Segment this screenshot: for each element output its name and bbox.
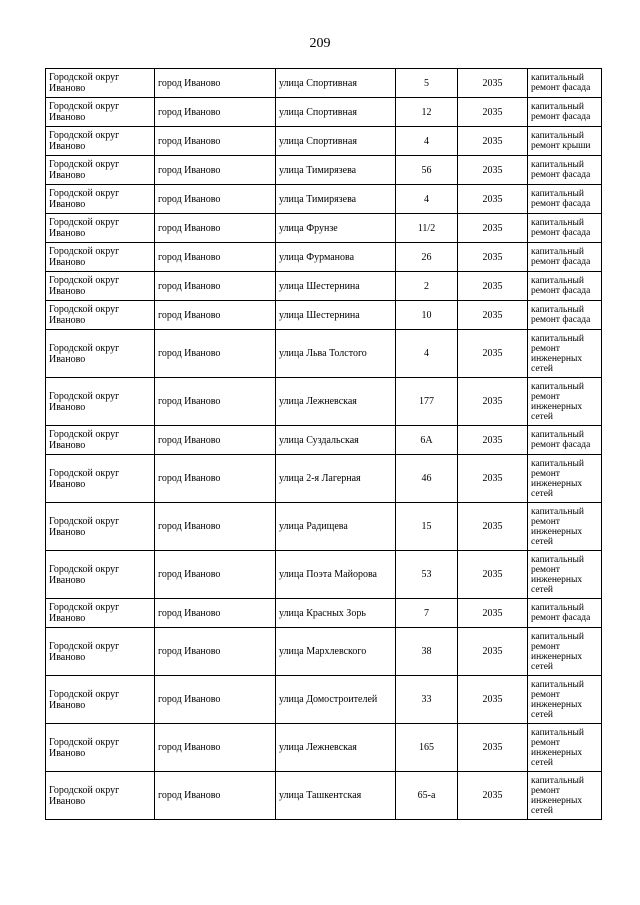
work-type-cell: капитальный ремонт инженерных сетей	[528, 676, 602, 724]
street-cell: улица Тимирязева	[276, 185, 396, 214]
city-cell: город Иваново	[155, 503, 276, 551]
street-cell: улица 2-я Лагерная	[276, 455, 396, 503]
district-cell: Городской округ Иваново	[46, 676, 155, 724]
table-row	[46, 426, 602, 455]
house-number-cell: 26	[396, 243, 458, 272]
year-cell: 2035	[458, 599, 528, 628]
house-number-cell: 33	[396, 676, 458, 724]
street-cell: улица Спортивная	[276, 127, 396, 156]
city-cell: город Иваново	[155, 599, 276, 628]
repair-schedule-table	[45, 68, 602, 820]
street-cell: улица Суздальская	[276, 426, 396, 455]
city-cell: город Иваново	[155, 551, 276, 599]
city-cell: город Иваново	[155, 426, 276, 455]
district-cell: Городской округ Иваново	[46, 724, 155, 772]
street-cell: улица Ташкентская	[276, 772, 396, 820]
house-number-cell: 53	[396, 551, 458, 599]
house-number-cell: 46	[396, 455, 458, 503]
street-cell: улица Радищева	[276, 503, 396, 551]
table-row	[46, 599, 602, 628]
work-type-cell: капитальный ремонт фасада	[528, 214, 602, 243]
street-cell: улица Спортивная	[276, 98, 396, 127]
table-row	[46, 69, 602, 98]
year-cell: 2035	[458, 69, 528, 98]
street-cell: улица Лежневская	[276, 378, 396, 426]
work-type-cell: капитальный ремонт крыши	[528, 127, 602, 156]
work-type-cell: капитальный ремонт фасада	[528, 185, 602, 214]
year-cell: 2035	[458, 243, 528, 272]
table-row	[46, 127, 602, 156]
district-cell: Городской округ Иваново	[46, 243, 155, 272]
work-type-cell: капитальный ремонт фасада	[528, 272, 602, 301]
district-cell: Городской округ Иваново	[46, 127, 155, 156]
table-row	[46, 551, 602, 599]
street-cell: улица Фрунзе	[276, 214, 396, 243]
district-cell: Городской округ Иваново	[46, 378, 155, 426]
house-number-cell: 65-а	[396, 772, 458, 820]
table-row	[46, 503, 602, 551]
house-number-cell: 4	[396, 330, 458, 378]
district-cell: Городской округ Иваново	[46, 551, 155, 599]
year-cell: 2035	[458, 676, 528, 724]
table-row	[46, 301, 602, 330]
work-type-cell: капитальный ремонт фасада	[528, 156, 602, 185]
house-number-cell: 15	[396, 503, 458, 551]
house-number-cell: 4	[396, 185, 458, 214]
city-cell: город Иваново	[155, 676, 276, 724]
table-row	[46, 628, 602, 676]
street-cell: улица Красных Зорь	[276, 599, 396, 628]
street-cell: улица Спортивная	[276, 69, 396, 98]
house-number-cell: 6А	[396, 426, 458, 455]
work-type-cell: капитальный ремонт инженерных сетей	[528, 455, 602, 503]
table-row	[46, 455, 602, 503]
year-cell: 2035	[458, 503, 528, 551]
work-type-cell: капитальный ремонт фасада	[528, 301, 602, 330]
work-type-cell: капитальный ремонт фасада	[528, 69, 602, 98]
work-type-cell: капитальный ремонт инженерных сетей	[528, 772, 602, 820]
city-cell: город Иваново	[155, 98, 276, 127]
city-cell: город Иваново	[155, 69, 276, 98]
work-type-cell: капитальный ремонт фасада	[528, 599, 602, 628]
city-cell: город Иваново	[155, 185, 276, 214]
city-cell: город Иваново	[155, 301, 276, 330]
year-cell: 2035	[458, 551, 528, 599]
table-row	[46, 214, 602, 243]
year-cell: 2035	[458, 127, 528, 156]
district-cell: Городской округ Иваново	[46, 599, 155, 628]
year-cell: 2035	[458, 772, 528, 820]
city-cell: город Иваново	[155, 214, 276, 243]
district-cell: Городской округ Иваново	[46, 455, 155, 503]
house-number-cell: 10	[396, 301, 458, 330]
district-cell: Городской округ Иваново	[46, 214, 155, 243]
city-cell: город Иваново	[155, 455, 276, 503]
table-row	[46, 330, 602, 378]
street-cell: улица Льва Толстого	[276, 330, 396, 378]
street-cell: улица Мархлевского	[276, 628, 396, 676]
district-cell: Городской округ Иваново	[46, 272, 155, 301]
year-cell: 2035	[458, 98, 528, 127]
house-number-cell: 11/2	[396, 214, 458, 243]
house-number-cell: 5	[396, 69, 458, 98]
work-type-cell: капитальный ремонт инженерных сетей	[528, 724, 602, 772]
district-cell: Городской округ Иваново	[46, 156, 155, 185]
street-cell: улица Шестернина	[276, 272, 396, 301]
table-row	[46, 272, 602, 301]
city-cell: город Иваново	[155, 330, 276, 378]
street-cell: улица Домостроителей	[276, 676, 396, 724]
year-cell: 2035	[458, 426, 528, 455]
work-type-cell: капитальный ремонт инженерных сетей	[528, 378, 602, 426]
city-cell: город Иваново	[155, 628, 276, 676]
city-cell: город Иваново	[155, 156, 276, 185]
work-type-cell: капитальный ремонт фасада	[528, 426, 602, 455]
street-cell: улица Шестернина	[276, 301, 396, 330]
city-cell: город Иваново	[155, 127, 276, 156]
city-cell: город Иваново	[155, 378, 276, 426]
work-type-cell: капитальный ремонт инженерных сетей	[528, 330, 602, 378]
house-number-cell: 12	[396, 98, 458, 127]
year-cell: 2035	[458, 378, 528, 426]
district-cell: Городской округ Иваново	[46, 772, 155, 820]
street-cell: улица Поэта Майорова	[276, 551, 396, 599]
table-row	[46, 378, 602, 426]
street-cell: улица Тимирязева	[276, 156, 396, 185]
table-body	[46, 69, 602, 820]
city-cell: город Иваново	[155, 772, 276, 820]
district-cell: Городской округ Иваново	[46, 301, 155, 330]
table-row	[46, 156, 602, 185]
page-number: 209	[309, 36, 331, 51]
district-cell: Городской округ Иваново	[46, 69, 155, 98]
year-cell: 2035	[458, 301, 528, 330]
table-row	[46, 98, 602, 127]
year-cell: 2035	[458, 156, 528, 185]
district-cell: Городской округ Иваново	[46, 426, 155, 455]
house-number-cell: 56	[396, 156, 458, 185]
house-number-cell: 7	[396, 599, 458, 628]
house-number-cell: 2	[396, 272, 458, 301]
year-cell: 2035	[458, 214, 528, 243]
work-type-cell: капитальный ремонт инженерных сетей	[528, 628, 602, 676]
work-type-cell: капитальный ремонт инженерных сетей	[528, 551, 602, 599]
table-row	[46, 243, 602, 272]
year-cell: 2035	[458, 724, 528, 772]
year-cell: 2035	[458, 330, 528, 378]
district-cell: Городской округ Иваново	[46, 185, 155, 214]
work-type-cell: капитальный ремонт фасада	[528, 243, 602, 272]
table-row	[46, 724, 602, 772]
district-cell: Городской округ Иваново	[46, 628, 155, 676]
year-cell: 2035	[458, 455, 528, 503]
year-cell: 2035	[458, 185, 528, 214]
district-cell: Городской округ Иваново	[46, 98, 155, 127]
street-cell: улица Лежневская	[276, 724, 396, 772]
city-cell: город Иваново	[155, 243, 276, 272]
year-cell: 2035	[458, 628, 528, 676]
work-type-cell: капитальный ремонт фасада	[528, 98, 602, 127]
year-cell: 2035	[458, 272, 528, 301]
city-cell: город Иваново	[155, 724, 276, 772]
table-row	[46, 185, 602, 214]
table-row	[46, 676, 602, 724]
district-cell: Городской округ Иваново	[46, 330, 155, 378]
house-number-cell: 38	[396, 628, 458, 676]
house-number-cell: 4	[396, 127, 458, 156]
house-number-cell: 165	[396, 724, 458, 772]
house-number-cell: 177	[396, 378, 458, 426]
work-type-cell: капитальный ремонт инженерных сетей	[528, 503, 602, 551]
district-cell: Городской округ Иваново	[46, 503, 155, 551]
city-cell: город Иваново	[155, 272, 276, 301]
table-row	[46, 772, 602, 820]
street-cell: улица Фурманова	[276, 243, 396, 272]
